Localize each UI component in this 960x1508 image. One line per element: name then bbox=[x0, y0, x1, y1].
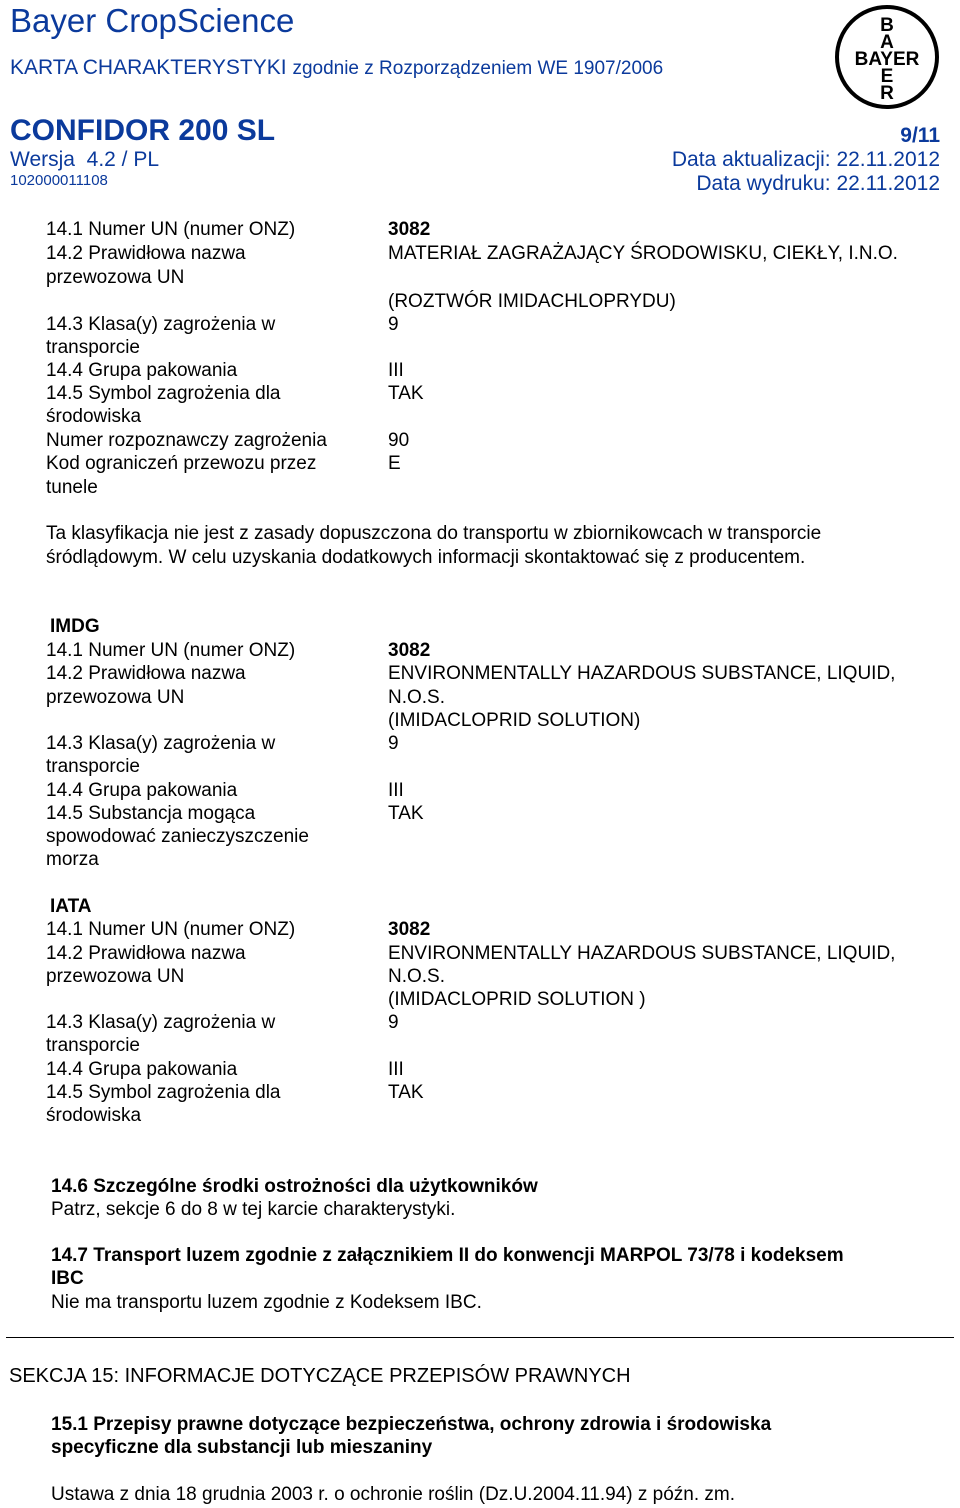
adn-un-number-label: 14.1 Numer UN (numer ONZ) bbox=[46, 219, 296, 240]
iata-shipping-name-value: ENVIRONMENTALLY HAZARDOUS SUBSTANCE, LIQUID, bbox=[388, 943, 896, 964]
imdg-shipping-name-value-cont: N.O.S. bbox=[388, 687, 446, 708]
adn-env-hazard-label-cont: środowiska bbox=[46, 406, 142, 427]
company-name: Bayer CropScience bbox=[10, 2, 295, 39]
adn-shipping-name-value: MATERIAŁ ZAGRAŻAJĄCY ŚRODOWISKU, CIEKŁY, I.N.O. bbox=[388, 243, 898, 264]
iata-un-number-label: 14.1 Numer UN (numer ONZ) bbox=[46, 919, 296, 940]
section-15-1-heading: 15.1 Przepisy prawne dotyczące bezpieczeństwa, ochrony zdrowia i środowiska bbox=[51, 1414, 772, 1435]
regulation-reference: zgodnie z Rozporządzeniem WE 1907/2006 bbox=[292, 58, 664, 79]
plant-protection-law: Ustawa z dnia 18 grudnia 2003 r. o ochronie roślin (Dz.U.2004.11.94) z późn. zm. bbox=[51, 1484, 736, 1505]
document-type-label: KARTA CHARAKTERYSTYKI bbox=[10, 56, 287, 79]
product-name: CONFIDOR 200 SL bbox=[10, 114, 276, 147]
imdg-packing-group-label: 14.4 Grupa pakowania bbox=[46, 780, 238, 801]
adn-shipping-name-value-cont: (ROZTWÓR IMIDACHLOPRYDU) bbox=[388, 291, 676, 312]
iata-title: IATA bbox=[50, 896, 92, 917]
adn-tunnel-code-label: Kod ograniczeń przewozu przez bbox=[46, 453, 317, 474]
imdg-shipping-name-value-cont2: (IMIDACLOPRID SOLUTION) bbox=[388, 710, 641, 731]
adn-hazard-class-label-cont: transporcie bbox=[46, 337, 140, 358]
logo-letter-bottom: R bbox=[880, 83, 894, 104]
imdg-packing-group-value: III bbox=[388, 780, 404, 801]
adn-shipping-name-label-cont: przewozowa UN bbox=[46, 267, 185, 288]
imdg-hazard-class-value: 9 bbox=[388, 733, 399, 754]
iata-shipping-name-label: 14.2 Prawidłowa nazwa bbox=[46, 943, 246, 964]
adn-hazard-id-label: Numer rozpoznawczy zagrożenia bbox=[46, 430, 327, 451]
imdg-hazard-class-label-cont: transporcie bbox=[46, 756, 140, 777]
imdg-marine-pollutant-label-cont2: morza bbox=[46, 849, 99, 870]
section-divider bbox=[6, 1337, 954, 1338]
imdg-marine-pollutant-label: 14.5 Substancja mogąca bbox=[46, 803, 256, 824]
iata-shipping-name-value-cont2: (IMIDACLOPRID SOLUTION ) bbox=[388, 989, 646, 1010]
iata-env-hazard-label-cont: środowiska bbox=[46, 1105, 142, 1126]
imdg-hazard-class-label: 14.3 Klasa(y) zagrożenia w bbox=[46, 733, 276, 754]
adn-packing-group-value: III bbox=[388, 360, 404, 381]
adn-tunnel-code-value: E bbox=[388, 453, 401, 474]
iata-packing-group-label: 14.4 Grupa pakowania bbox=[46, 1059, 238, 1080]
adn-hazard-class-label: 14.3 Klasa(y) zagrożenia w bbox=[46, 314, 276, 335]
imdg-shipping-name-label: 14.2 Prawidłowa nazwa bbox=[46, 663, 246, 684]
adn-shipping-name-label: 14.2 Prawidłowa nazwa bbox=[46, 243, 246, 264]
iata-packing-group-value: III bbox=[388, 1059, 404, 1080]
iata-un-number-value: 3082 bbox=[388, 919, 431, 940]
adn-note-cont: śródlądowym. W celu uzyskania dodatkowych informacji skontaktować się z producentem. bbox=[46, 547, 806, 568]
section-14-6-heading: 14.6 Szczególne środki ostrożności dla użytkowników bbox=[51, 1176, 538, 1197]
adn-packing-group-label: 14.4 Grupa pakowania bbox=[46, 360, 238, 381]
iata-shipping-name-value-cont: N.O.S. bbox=[388, 966, 446, 987]
imdg-shipping-name-value: ENVIRONMENTALLY HAZARDOUS SUBSTANCE, LIQUID, bbox=[388, 663, 896, 684]
logo-letter-e: E bbox=[880, 66, 894, 87]
logo-letter-a: A bbox=[880, 32, 894, 53]
version-label: Wersja bbox=[10, 148, 75, 171]
version bbox=[10, 148, 159, 172]
iata-hazard-class-value: 9 bbox=[388, 1012, 399, 1033]
adn-hazard-id-value: 90 bbox=[388, 430, 410, 451]
bayer-cross-logo bbox=[833, 3, 941, 111]
imdg-marine-pollutant-value: TAK bbox=[388, 803, 424, 824]
logo-letters-middle: BAYER bbox=[854, 49, 920, 70]
document-type bbox=[10, 56, 663, 80]
print-date: Data wydruku: 22.11.2012 bbox=[696, 172, 940, 195]
document-number: 102000011108 bbox=[10, 172, 108, 189]
section-15-1-heading-cont: specyficzne dla substancji lub mieszaniny bbox=[51, 1437, 433, 1458]
imdg-title: IMDG bbox=[50, 616, 100, 637]
adn-env-hazard-label: 14.5 Symbol zagrożenia dla bbox=[46, 383, 281, 404]
iata-shipping-name-label-cont: przewozowa UN bbox=[46, 966, 185, 987]
imdg-shipping-name-label-cont: przewozowa UN bbox=[46, 687, 185, 708]
adn-un-number-value: 3082 bbox=[388, 219, 431, 240]
section-14-7-text: Nie ma transportu luzem zgodnie z Kodeksem IBC. bbox=[51, 1292, 482, 1313]
section-14-6-text: Patrz, sekcje 6 do 8 w tej karcie charakterystyki. bbox=[51, 1199, 456, 1220]
logo-letter-top: B bbox=[880, 15, 894, 36]
adn-env-hazard-value: TAK bbox=[388, 383, 424, 404]
version-value: 4.2 / PL bbox=[86, 148, 160, 171]
imdg-un-number-value: 3082 bbox=[388, 640, 431, 661]
iata-env-hazard-value: TAK bbox=[388, 1082, 424, 1103]
adn-tunnel-code-label-cont: tunele bbox=[46, 477, 98, 498]
update-date: Data aktualizacji: 22.11.2012 bbox=[671, 148, 940, 171]
imdg-marine-pollutant-label-cont: spowodować zanieczyszczenie bbox=[46, 826, 309, 847]
iata-hazard-class-label: 14.3 Klasa(y) zagrożenia w bbox=[46, 1012, 276, 1033]
adn-note: Ta klasyfikacja nie jest z zasady dopuszczona do transportu w zbiornikowcach w transporcie bbox=[46, 523, 822, 544]
section-14-7-heading-cont: IBC bbox=[51, 1268, 84, 1289]
section-14-7-heading: 14.7 Transport luzem zgodnie z załącznikiem II do konwencji MARPOL 73/78 i kodeksem bbox=[51, 1245, 844, 1266]
imdg-un-number-label: 14.1 Numer UN (numer ONZ) bbox=[46, 640, 296, 661]
iata-env-hazard-label: 14.5 Symbol zagrożenia dla bbox=[46, 1082, 281, 1103]
iata-hazard-class-label-cont: transporcie bbox=[46, 1035, 140, 1056]
adn-hazard-class-value: 9 bbox=[388, 314, 399, 335]
page-number: 9/11 bbox=[900, 124, 940, 147]
section-15-title: SEKCJA 15: INFORMACJE DOTYCZĄCE PRZEPISÓW PRAWNYCH bbox=[9, 1365, 631, 1387]
